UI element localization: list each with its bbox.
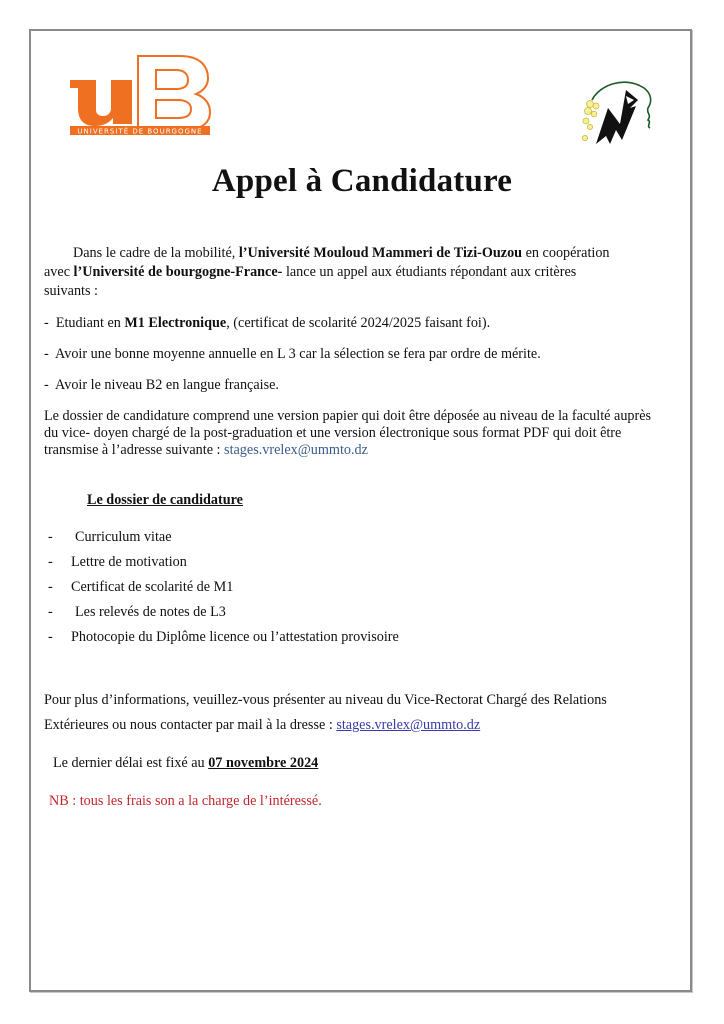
document-label: Photocopie du Diplôme licence ou l’attestation provisoire bbox=[71, 629, 399, 645]
svg-text:UNIVERSITÉ DE BOURGOGNE: UNIVERSITÉ DE BOURGOGNE bbox=[77, 127, 203, 136]
criteria-item bbox=[44, 376, 279, 395]
dossier-line-3 bbox=[44, 441, 368, 460]
document-label: Curriculum vitae bbox=[75, 529, 172, 545]
intro-text: lance un appel aux étudiants répondant aux critères bbox=[282, 264, 577, 280]
criteria-item bbox=[44, 314, 490, 333]
ub-logo-icon bbox=[68, 54, 212, 136]
ummto-name: l’Université Mouloud Mammeri de Tizi-Ouzou bbox=[238, 245, 523, 261]
criteria-text: Etudiant en bbox=[55, 315, 125, 331]
deadline-date: 07 novembre 2024 bbox=[208, 755, 319, 771]
document-item bbox=[48, 578, 234, 597]
intro-line-3: suivants : bbox=[44, 283, 98, 299]
bullet-dash: - bbox=[48, 554, 53, 570]
document-item bbox=[48, 628, 399, 647]
dossier-heading: Le dossier de candidature bbox=[87, 492, 243, 508]
dossier-line-1: Le dossier de candidature comprend une version papier qui doit être déposée au niveau de la faculté auprès bbox=[44, 408, 652, 424]
bullet-dash: - bbox=[48, 629, 53, 645]
intro-text: avec bbox=[44, 264, 74, 280]
bullet-dash: - bbox=[48, 529, 53, 545]
intro-text: Dans le cadre de la mobilité, bbox=[73, 245, 239, 261]
criteria-text: Avoir le niveau B2 en langue française. bbox=[55, 377, 279, 393]
info-text: Extérieures ou nous contacter par mail à la dresse : bbox=[44, 717, 337, 733]
deadline-text: Le dernier délai est fixé au bbox=[53, 755, 209, 771]
criteria-text: , (certificat de scolarité 2024/2025 faisant foi). bbox=[226, 315, 491, 331]
email-address[interactable]: stages.vrelex@ummto.dz bbox=[224, 442, 368, 458]
dossier-line-2: du vice- doyen chargé de la post-graduation et une version électronique sous format PDF qui doit être bbox=[44, 425, 622, 441]
ub-name: l’Université de bourgogne-France- bbox=[73, 264, 283, 280]
document-label: Lettre de motivation bbox=[71, 554, 187, 570]
dossier-text: transmise à l’adresse suivante : bbox=[44, 442, 225, 458]
bullet-dash: - bbox=[44, 377, 49, 393]
ub-logo bbox=[68, 54, 212, 136]
deadline-line bbox=[53, 754, 318, 773]
info-line-1: Pour plus d’informations, veuillez-vous présenter au niveau du Vice-Rectorat Chargé des Relations bbox=[44, 692, 607, 708]
intro-line-2 bbox=[44, 263, 576, 282]
nb-note: NB : tous les frais son a la charge de l’intéressé. bbox=[49, 793, 322, 809]
bullet-dash: - bbox=[44, 315, 49, 331]
criteria-item bbox=[44, 345, 541, 364]
ummto-logo bbox=[578, 78, 658, 148]
intro-text: en coopération bbox=[522, 245, 610, 261]
document-label: Certificat de scolarité de M1 bbox=[71, 579, 234, 595]
document-item bbox=[48, 553, 187, 572]
bullet-dash: - bbox=[48, 579, 53, 595]
email-link[interactable]: stages.vrelex@ummto.dz bbox=[336, 717, 481, 733]
document-item bbox=[48, 603, 226, 622]
bullet-dash: - bbox=[48, 604, 53, 620]
document-label: Les relevés de notes de L3 bbox=[75, 604, 226, 620]
criteria-text: Avoir une bonne moyenne annuelle en L 3 car la sélection se fera par ordre de mérite. bbox=[55, 346, 541, 362]
bullet-dash: - bbox=[44, 346, 49, 362]
intro-line-1 bbox=[73, 244, 610, 263]
info-line-2 bbox=[44, 716, 480, 735]
ummto-logo-icon bbox=[578, 78, 658, 148]
page-title: Appel à Candidature bbox=[211, 163, 513, 199]
document-item bbox=[48, 528, 172, 547]
criteria-program: M1 Electronique bbox=[124, 315, 227, 331]
